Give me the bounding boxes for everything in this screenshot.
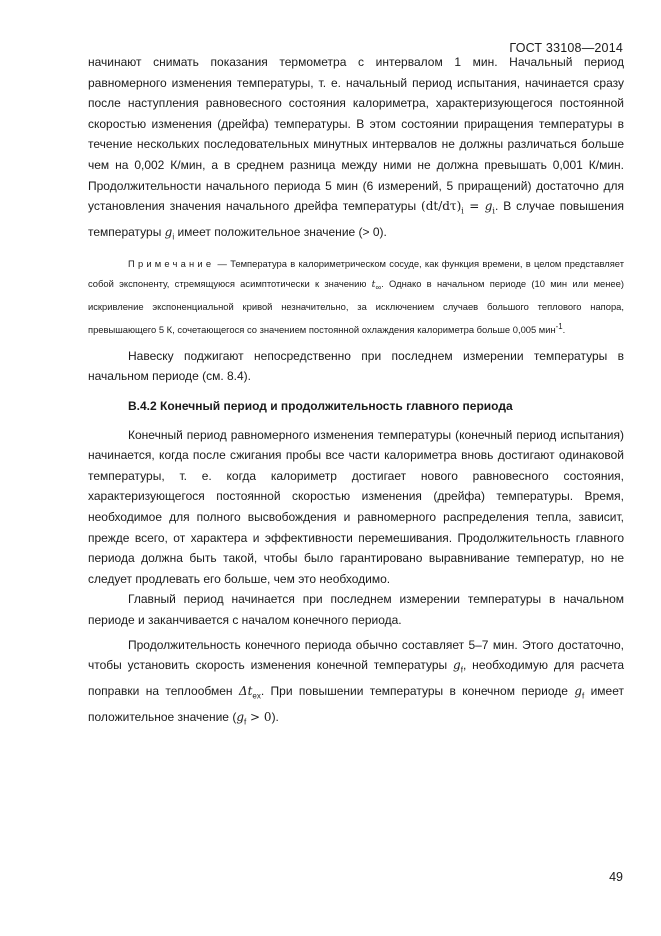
drift-formula <box>421 199 495 216</box>
greater-than-zero: > 0 <box>246 710 272 725</box>
note-text: — Температура в калориметрическом сосуде, как функция времени, в целом представляет собой экспоненту, стремящуюся асимптотически к значению <box>88 258 624 289</box>
symbol-g-subscript: f <box>244 717 247 727</box>
paragraph-text: начинают снимать показания термометра с интервалом 1 мин. Начальный период равномерного изменения температуры, т. е. начальный период испытания, начинается сразу после наступления равновесного состояния калориметра, характеризующегося постоянной скоростью изменения (дрейфа) температуры. В этом состоянии приращения температуры в течение нескольких последовательных минутных интервалов не должны различаться больше чем на 0,002 К/мин, а в среднем разница между ними не должна превышать 0,001 К/мин. Продолжительности начального периода 5 мин (6 измерений, 5 приращений) достаточно для установления значения начального дрейфа температуры <box>88 55 624 214</box>
paragraph-text: имеет положительное значение (> 0). <box>174 225 387 240</box>
formula-g: g <box>484 199 493 214</box>
paragraph-text: имеет положительное значение ( <box>88 684 625 725</box>
section-heading: В.4.2 Конечный период и продолжительность главного периода <box>128 398 513 413</box>
page-body <box>88 52 624 733</box>
symbol-g: g <box>574 684 583 699</box>
symbol-g-subscript: i <box>172 232 175 242</box>
symbol-g: g <box>236 710 244 725</box>
page-number: 49 <box>609 870 623 884</box>
symbol-g-subscript: f <box>460 665 463 675</box>
formula-equals: = <box>463 199 485 214</box>
document-header: ГОСТ 33108—2014 <box>509 41 623 55</box>
paragraph-text: . В случае повышения температуры <box>88 199 624 240</box>
symbol-delta-t: Δt <box>238 684 253 699</box>
note-label: Примечание <box>128 258 215 270</box>
formula-g-subscript: i <box>492 206 495 216</box>
formula-subscript: i <box>461 206 464 216</box>
paragraph-text: . При повышении температуры в конечном периоде <box>260 684 575 699</box>
paragraph-initial-period <box>88 52 624 248</box>
note-text: . <box>562 323 566 335</box>
symbol-delta-t-subscript: ex <box>252 691 261 701</box>
symbol-g-subscript: f <box>582 691 585 701</box>
paragraph-main-period: Главный период начинается при последнем измерении температуры в начальном периоде и заканчивается с началом конечного периода. <box>88 592 624 628</box>
paragraph-text: , необходимую для расчета поправки на теплообмен <box>88 658 625 699</box>
paragraph-ignition: Навеску поджигают непосредственно при последнем измерении температуры в начальном периоде (см. 8.4). <box>88 348 624 384</box>
symbol-t: t <box>371 278 376 290</box>
paragraph-text: ). <box>271 710 279 725</box>
paragraph-final-period: Конечный период равномерного изменения температуры (конечный период испытания) начинается, когда после сжигания пробы все части калориметра вновь достигают одинаковой температуры, т. е. когда калориметр достигает нового равновесного состояния, характеризующегося постоянной скоростью изменения (дрейфа) температуры. Время, необходимое для полного высвобождения и равномерного распределения тепла, зависит, прежде всего, от характера и эффективности перемешивания. Продолжительность главного периода должна быть такой, чтобы было гарантировано выравнивание температур, но не следует продлевать его больше, чем это необходимо. <box>88 427 624 586</box>
formula-fraction: (dt/dτ) <box>421 199 462 214</box>
paragraph-text: Продолжительность конечного периода обычно составляет 5–7 мин. Этого достаточно, чтобы установить скорость изменения конечной температуры <box>88 637 624 673</box>
symbol-g: g <box>453 658 461 673</box>
note-text: . Однако в начальном периоде (10 мин или менее) искривление экспоненциальной кривой незначительно, за исключением случаев большого теплового напора, превышающего 5 К, сочетающегося со значением постоянной охлаждения калориметра больше 0,005 мин <box>88 277 624 335</box>
note-superscript: -1 <box>555 321 563 331</box>
paragraph-final-duration <box>88 635 624 734</box>
symbol-t-subscript: ∞ <box>375 282 382 292</box>
symbol-g: g <box>164 225 173 240</box>
note-block <box>88 254 624 339</box>
